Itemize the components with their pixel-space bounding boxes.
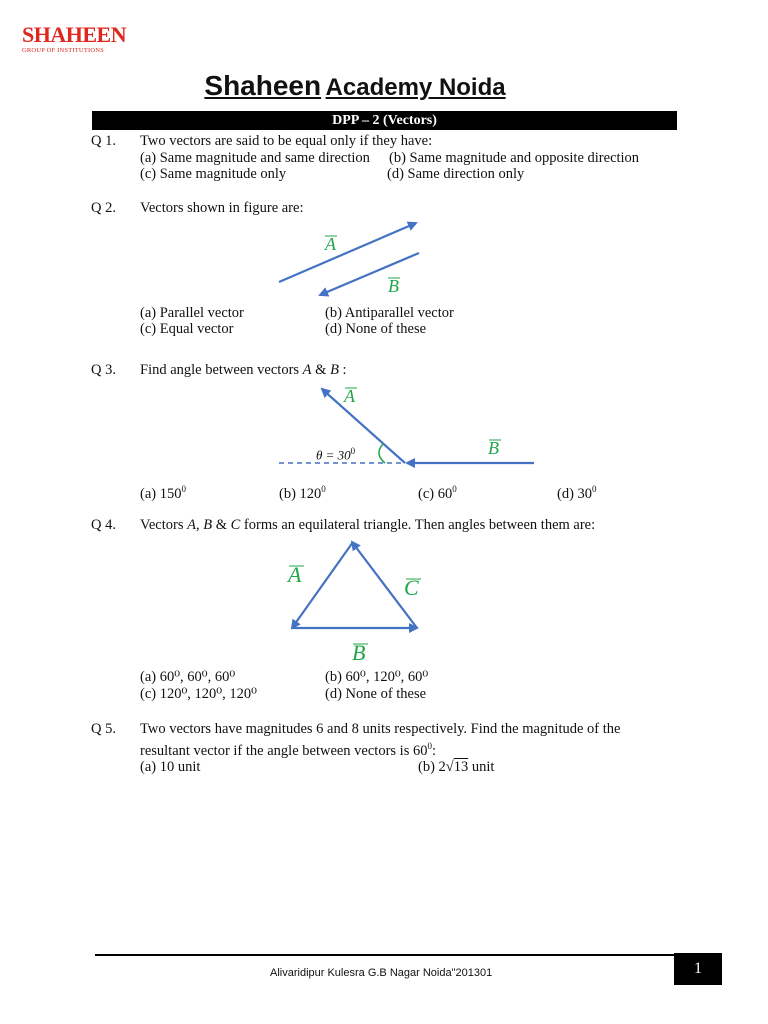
- q3-label-a: A: [344, 386, 355, 406]
- worksheet-banner: DPP – 2 (Vectors): [92, 111, 677, 130]
- q4-vector-c: C: [230, 517, 241, 533]
- q4-text-suffix: forms an equilateral triangle. Then angles between them are:: [243, 517, 596, 533]
- q3-option-b-text: (b) 120: [279, 485, 322, 502]
- q3-option-d-text: (d) 30: [557, 485, 593, 502]
- q4-vector-a: A: [187, 517, 196, 533]
- q4-figure: [286, 542, 421, 665]
- q4-label-c: C: [404, 575, 419, 600]
- q1-number: Q 1.: [91, 133, 116, 149]
- footer-address: Alivaridipur Kulesra G.B Nagar Noida"201301: [270, 967, 493, 979]
- q4-comma: ,: [195, 517, 200, 533]
- q3-option-d-sup: 0: [592, 484, 597, 494]
- q1-option-d: (d) Same direction only: [387, 166, 525, 182]
- q1-option-a: (a) Same magnitude and same direction: [140, 150, 370, 166]
- q2-option-c: (c) Equal vector: [140, 321, 234, 337]
- q1-text: Two vectors are said to be equal only if they have:: [140, 133, 433, 149]
- title-shaheen: Shaheen: [204, 70, 322, 101]
- q4-option-b: (b) 60⁰, 120⁰, 60⁰: [325, 669, 429, 685]
- q3-angle-text: θ = 30: [316, 447, 351, 463]
- q3-label-b: B: [488, 438, 499, 458]
- q5-text-line2-end: :: [431, 742, 437, 759]
- q5-option-b-unit: unit: [471, 759, 495, 775]
- q3-amp: &: [315, 362, 327, 378]
- q4-vector-b: B: [203, 517, 213, 533]
- q4-text-prefix: Vectors: [140, 517, 184, 533]
- q4-option-d: (d) None of these: [325, 686, 427, 702]
- q3-option-a-text: (a) 150: [140, 485, 182, 502]
- q3-vector-b: B: [330, 362, 339, 378]
- q3-option-b-sup: 0: [321, 484, 326, 494]
- q3-option-c-sup: 0: [452, 484, 457, 494]
- q2-number: Q 2.: [91, 200, 116, 216]
- q5-option-b-coef: (b) 2: [418, 759, 446, 775]
- logo-subtext: GROUP OF INSTITUTIONS: [22, 47, 104, 54]
- q3-angle-arc: [379, 444, 385, 463]
- logo-text: SHAHEEN: [22, 22, 127, 47]
- q2-label-a: A: [325, 234, 336, 254]
- q3-colon: :: [342, 362, 347, 378]
- footer-divider: [95, 954, 675, 956]
- q4-label-a: A: [288, 562, 302, 587]
- q4-amp: &: [215, 517, 227, 533]
- q2-option-b: (b) Antiparallel vector: [325, 305, 454, 321]
- q5-text-line1: Two vectors have magnitudes 6 and 8 units respectively. Find the magnitude of the: [140, 721, 621, 737]
- q2-vector-b-arrow: [320, 253, 419, 295]
- sqrt-symbol: √: [445, 759, 454, 775]
- q2-option-d: (d) None of these: [325, 321, 427, 337]
- q5-number: Q 5.: [91, 721, 116, 737]
- q3-option-a-sup: 0: [181, 484, 186, 494]
- q5-option-a: (a) 10 unit: [140, 759, 201, 775]
- q3-option-c-text: (c) 60: [418, 485, 453, 502]
- q4-option-c: (c) 120⁰, 120⁰, 120⁰: [140, 686, 257, 702]
- q2-text: Vectors shown in figure are:: [140, 200, 304, 216]
- q2-option-a: (a) Parallel vector: [140, 305, 244, 321]
- q1-option-b: (b) Same magnitude and opposite direction: [389, 150, 640, 166]
- q3-angle-sup: 0: [350, 446, 356, 456]
- q2-figure: [279, 223, 419, 296]
- q2-vector-a-arrow: [279, 223, 416, 282]
- q3-figure: [279, 386, 534, 463]
- q5-option-b-radicand: 13: [453, 759, 469, 775]
- q3-number: Q 3.: [91, 362, 116, 378]
- q3-text: Find angle between vectors: [140, 362, 300, 378]
- q4-option-a: (a) 60⁰, 60⁰, 60⁰: [140, 669, 236, 685]
- q4-number: Q 4.: [91, 517, 116, 533]
- q4-label-b: B: [352, 640, 366, 665]
- q1-option-c: (c) Same magnitude only: [140, 166, 287, 182]
- q3-vector-a-arrow: [322, 389, 405, 463]
- q5-text-line2-main: resultant vector if the angle between vectors is 60: [140, 742, 428, 759]
- q3-vector-a: A: [302, 362, 312, 378]
- q2-label-b: B: [388, 276, 399, 296]
- title-academy: Academy Noida: [325, 74, 506, 101]
- page-number: 1: [674, 953, 722, 985]
- q5-text-line2-sup: 0: [427, 741, 432, 751]
